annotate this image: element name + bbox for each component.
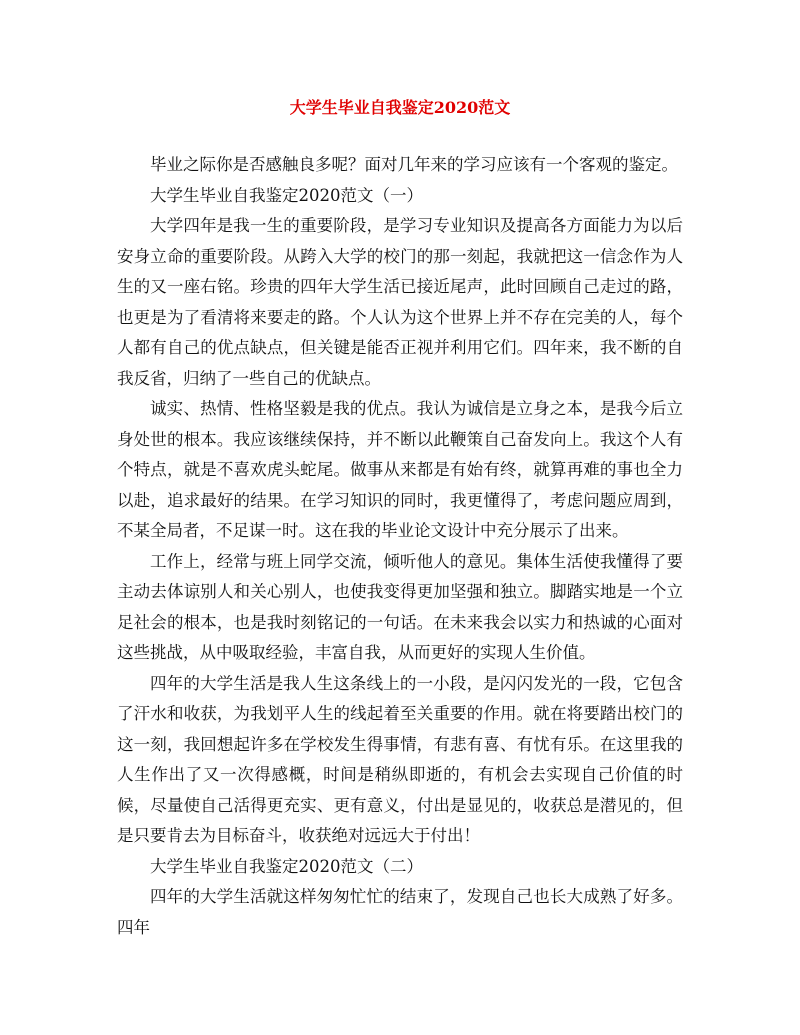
paragraph: 四年的大学生活是我人生这条线上的一小段，是闪闪发光的一段，它包含了汗水和收获，为我划平人生的线起着至关重要的作用。就在将要踏出校门的这一刻，我回想起许多在学校发生得事情，有悲有喜、有忧有乐。在这里我的人生作出了又一次得感概，时间是稍纵即逝的，有机会去实现自己价值的时候，尽量使自己活得更充实、更有意义，付出是显见的，收获总是潜见的，但是只要肯去为目标奋斗，收获绝对远远大于付出！ [117, 673, 683, 845]
paragraph: 四年的大学生活就这样匆匆忙忙的结束了，发现自己也长大成熟了好多。四年 [117, 887, 683, 937]
section-heading-two: 大学生毕业自我鉴定2020范文（二） [150, 856, 423, 876]
paragraph-intro: 毕业之际你是否感触良多呢？面对几年来的学习应该有一个客观的鉴定。 [150, 155, 678, 174]
document-title: 大学生毕业自我鉴定2020范文 [289, 98, 511, 117]
paragraph: 大学四年是我一生的重要阶段，是学习专业知识及提高各方面能力为以后安身立命的重要阶段。从跨入大学的校门的那一刻起，我就把这一信念作为人生的又一座右铭。珍贵的四年大学生活已接近尾声，此时回顾自己走过的路，也更是为了看清将来要走的路。个人认为这个世界上并不存在完美的人，每个人都有自己的优点缺点，但关键是能否正视并利用它们。四年来，我不断的自我反省，归纳了一些自己的优缺点。 [117, 216, 683, 388]
paragraph: 工作上，经常与班上同学交流，倾听他人的意见。集体生活使我懂得了要主动去体谅别人和关心别人，也使我变得更加坚强和独立。脚踏实地是一个立足社会的根本，也是我时刻铭记的一句话。在未来我会以实力和热诚的心面对这些挑战，从中吸取经验，丰富自我，从而更好的实现人生价值。 [117, 551, 683, 662]
document-body [117, 150, 683, 943]
paragraph: 诚实、热情、性格坚毅是我的优点。我认为诚信是立身之本，是我今后立身处世的根本。我应该继续保持，并不断以此鞭策自己奋发向上。我这个人有个特点，就是不喜欢虎头蛇尾。做事从来都是有始有终，就算再难的事也全力以赴，追求最好的结果。在学习知识的同时，我更懂得了，考虑问题应周到，不某全局者，不足谋一时。这在我的毕业论文设计中充分展示了出来。 [117, 399, 683, 540]
section-heading-one: 大学生毕业自我鉴定2020范文（一） [150, 185, 423, 205]
